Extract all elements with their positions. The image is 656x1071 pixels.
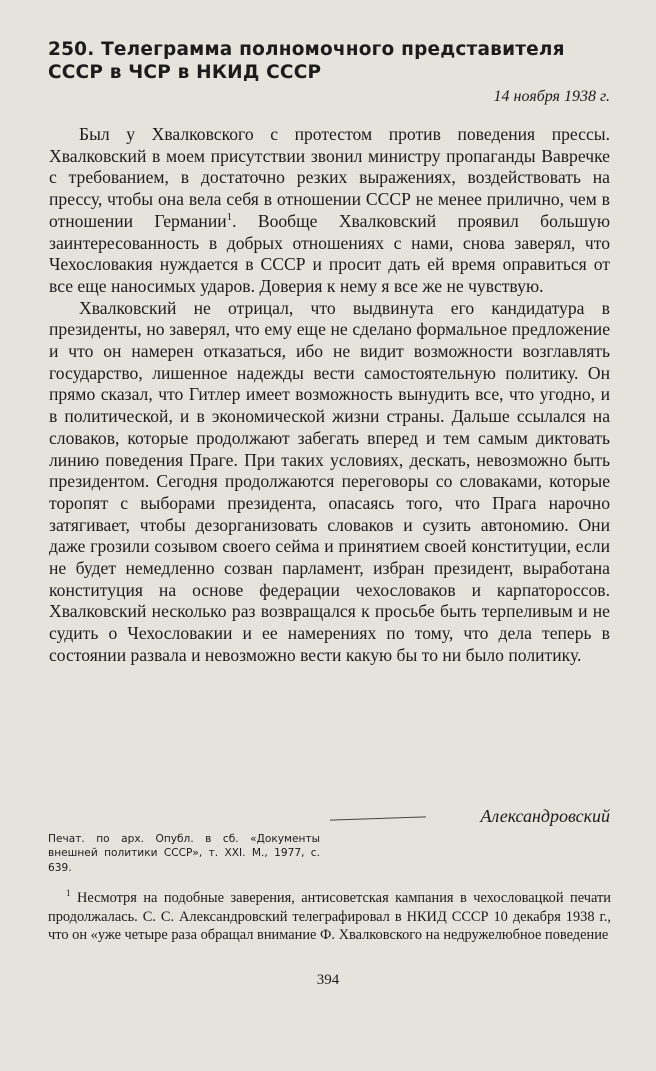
paragraph-1-text-end: . Вообще Хвалковский проявил большую заинтересованность в добрых отношениях с нами, снова заверял, что Чехословакия нуждается в СССР и просит дать ей время оправиться от все еще наносимых ударов. Доверия к нему я все же не чувствую. xyxy=(49,210,610,296)
telegram-body xyxy=(49,124,610,667)
signature-dash xyxy=(330,816,426,820)
source-note: Печат. по арх. Опубл. в сб. «Документы внешней политики СССР», т. XXI. М., 1977, с. 639. xyxy=(48,833,320,874)
footnote-marker: 1 xyxy=(66,888,71,899)
footnote-reference: 1 xyxy=(226,210,233,223)
footnote-text: Несмотря на подобные заверения, антисоветская кампания в чехословацкой печати продолжалась. С. С. Александровский телеграфировал в НКИД СССР 10 декабря 1938 г., что он «уже четыре раза обращал внимание Ф. Хвалковского на недружелюбное поведение xyxy=(48,890,611,944)
document-title: 250. Телеграмма полномочного представителя СССР в ЧСР в НКИД СССР xyxy=(48,39,565,83)
paragraph-1-text-start: Был у Хвалковского с протестом против поведения прессы. Хвалковский в моем присутствии звонил министру пропаганды Вавречке с требованием, в достаточно резких выражениях, воздействовать на прессу, чтобы она вела себя в отношении СССР не менее прилично, чем в отношении Германии xyxy=(49,124,610,231)
footnote-paragraph xyxy=(48,889,611,945)
signature: Александровский xyxy=(480,806,610,826)
body-paragraph-1 xyxy=(49,124,610,298)
page-number: 394 xyxy=(316,972,340,988)
telegram-date: 14 ноября 1938 г. xyxy=(493,88,610,105)
body-paragraph-2: Хвалковский не отрицал, что выдвинута его кандидатура в президенты, но заверял, что ему еще не сделано формальное предложение и что он намерен отказаться, ибо не видит возможности возглавлять государство, лишенное надежды вести самостоятельную политику. Он прямо сказал, что Гитлер имеет возможность вынудить все, что угодно, и в политической, и в экономической жизни страны. Дальше ссылался на словаков, которые продолжают забегать вперед и тем самым диктовать линию поведения Праге. При таких условиях, дескать, невозможно быть президентом. Сегодня продолжаются переговоры со словаками, которые торопят с выборами президента, опасаясь того, что Прага нарочно затягивает, чтобы дезорганизовать словаков и сузить автономию. Они даже грозили созывом своего сейма и принятием своей конституции, если не будет немедленно созван парламент, избран президент, выработана конституция на основе федерации чехословаков и карпатороссов. Хвалковский несколько раз возвращался к просьбе быть терпеливым и не судить о Чехословакии и ее намерениях по тому, что дела теперь в состоянии развала и невозможно вести какую бы то ни было политику. xyxy=(49,297,610,665)
footnote xyxy=(48,889,611,945)
